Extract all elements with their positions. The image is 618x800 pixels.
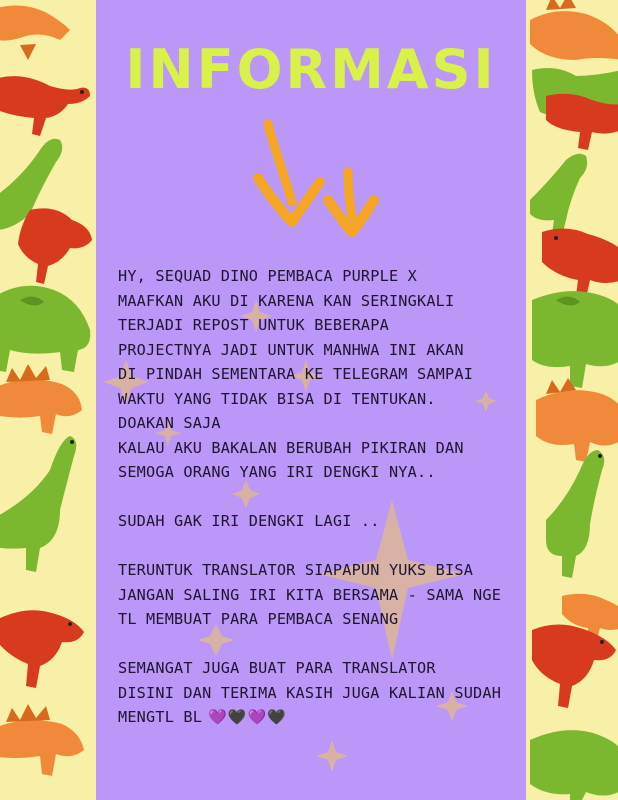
down-arrows-icon: [244, 118, 384, 248]
text-line: TERJADI REPOST UNTUK BEBERAPA: [118, 316, 389, 334]
dino-pattern-right: [526, 0, 618, 800]
paragraph-3: [118, 558, 514, 632]
dino-pattern-left: [0, 0, 96, 800]
dinosaur-illustration: [530, 154, 587, 236]
text-line: DI PINDAH SEMENTARA KE TELEGRAM SAMPAI: [118, 365, 474, 383]
text-line: DOAKAN SAJA: [118, 414, 221, 432]
text-line: JANGAN SALING IRI KITA BERSAMA - SAMA NGE: [118, 585, 502, 604]
hearts-emoji: 💜🖤💜🖤: [208, 708, 287, 726]
page-title: INFORMASI: [125, 38, 497, 101]
dinosaur-illustration: [532, 624, 616, 708]
text-line: WAKTU YANG TIDAK BISA DI TENTUKAN.: [118, 389, 436, 408]
text-line: DISINI DAN TERIMA KASIH JUGA KALIAN SUDAH: [118, 683, 502, 702]
info-panel: [96, 0, 526, 800]
dinosaur-illustration: [532, 291, 618, 388]
text-line: SUDAH GAK IRI DENGKI LAGI ..: [118, 512, 380, 530]
dinosaur-illustration: [546, 450, 604, 578]
text-line: TERUNTUK TRANSLATOR SIAPAPUN YUKS BISA: [118, 561, 474, 579]
paragraph-1: [118, 264, 514, 485]
info-message: [118, 264, 514, 730]
dinosaur-illustration: [0, 610, 84, 688]
dinosaur-illustration: [530, 730, 618, 800]
dinosaur-illustration: [0, 286, 90, 372]
paragraph-4: [118, 656, 514, 730]
dinosaur-illustration: [530, 0, 618, 60]
text-line: HY, SEQUAD DINO PEMBACA PURPLE X: [118, 267, 417, 285]
dinosaur-illustration: [0, 5, 70, 60]
text-line: SEMANGAT JUGA BUAT PARA TRANSLATOR: [118, 659, 436, 677]
dinosaur-illustration: [18, 208, 92, 284]
dinosaur-illustration: [536, 378, 618, 462]
text-line: KALAU AKU BAKALAN BERUBAH PIKIRAN DAN: [118, 438, 464, 457]
text-line: MENGTL BL: [118, 708, 203, 726]
text-line: TL MEMBUAT PARA PEMBACA SENANG: [118, 610, 399, 628]
text-line: SEMOGA ORANG YANG IRI DENGKI NYA..: [118, 463, 436, 481]
dinosaur-illustration: [542, 228, 618, 298]
text-line: PROJECTNYA JADI UNTUK MANHWA INI AKAN: [118, 340, 464, 359]
paragraph-2: [118, 509, 514, 534]
dinosaur-illustration: [0, 436, 76, 572]
text-line: MAAFKAN AKU DI KARENA KAN SERINGKALI: [118, 291, 455, 310]
dinosaur-illustration: [0, 704, 84, 776]
dinosaur-illustration: [0, 76, 90, 136]
dinosaur-illustration: [0, 364, 82, 434]
